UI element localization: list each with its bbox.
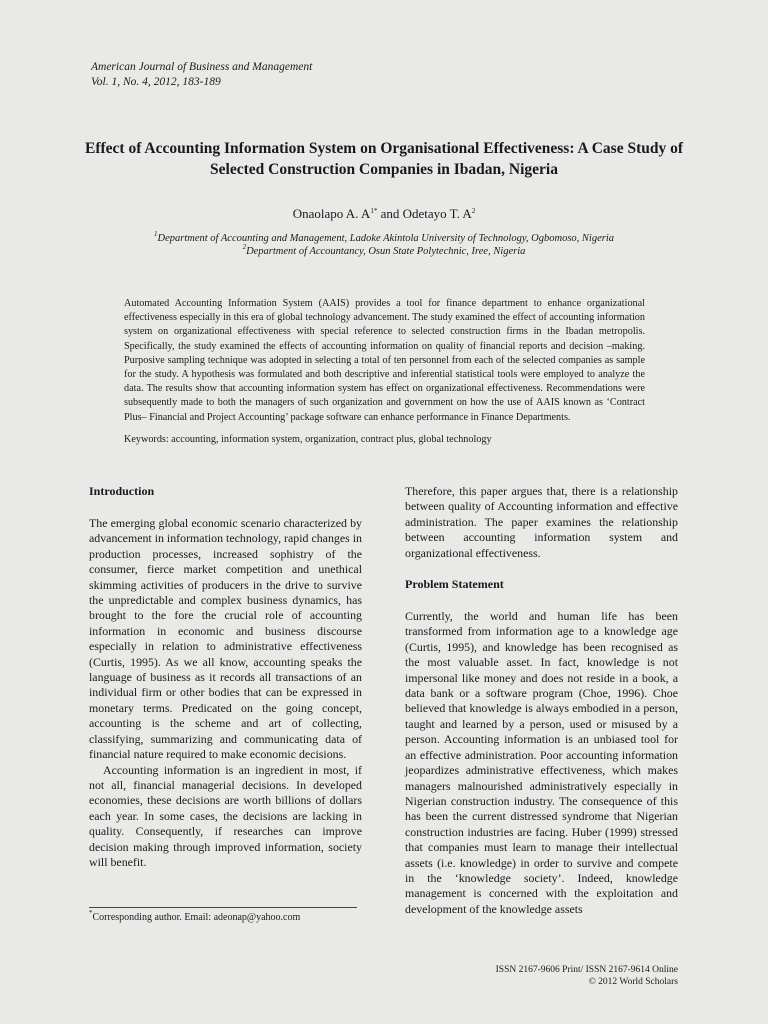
journal-name: American Journal of Business and Management <box>91 61 313 73</box>
issn-line: ISSN 2167-9606 Print/ ISSN 2167-9614 Online <box>495 965 678 975</box>
abstract: Automated Accounting Information System (AAIS) provides a tool for finance department to enhance organizational effectiveness especially in this era of global technology advancement. The study examined the effect of accounting information system on organizational effectiveness with special reference to selected construction firms in the Ibadan metropolis. Specifically, the study examined the effects of accounting information on quality of financial reports and decision –making. Purposive sampling technique was adopted in selecting a total of ten personnel from each of the selected companies as sample for the study. A hypothesis was formulated and both descriptive and inferential statistical tools were employed to analyze the data. The results show that accounting information system has effect on organizational effectiveness. Recommendations were subsequently made to both the managers of such organization and government on how the use of AAIS known as ‘Contract Plus– Financial and Project Accounting’ package software can enhance performance in Finance Departments. <box>124 298 645 423</box>
intro-paragraph-3: Therefore, this paper argues that, there is a relationship between quality of Accounting information and effective administration. The paper examines the relationship between accounting information system and organizational effectiveness. <box>405 484 678 560</box>
affiliation-1-marker: 1 <box>153 230 158 238</box>
author-1: Onaolapo A. A <box>292 206 371 221</box>
affiliation-1 <box>80 232 688 245</box>
intro-paragraph-1: The emerging global economic scenario characterized by advancement in information technology, rapid changes in production processes, increased sophistry of the consumer, fierce market competition and unethical skimming activities of producers in the drive to survive the unpredictable and complex business dynamics, has brought to the fore the crucial role of accounting information in economic and business discourse especially in relation to administrative effectiveness (Curtis, 1995). As we all know, accounting speaks the language of business as it records all transactions of an individual firm or other bodies that can be expressed in monetary terms. Predicated on the going concept, accounting is the scheme and art of collecting, classifying, summarizing and communicating data of financial nature required to make economic decisions. <box>89 516 362 762</box>
intro-paragraph-2: Accounting information is an ingredient in most, if not all, financial managerial decisions. In developed economies, these decisions are worth billions of dollars each year. In some cases, the decisions are lacking in quality. Consequently, if researches can improve decision making through improved information, society will benefit. <box>89 762 362 869</box>
corresponding-author-email: Corresponding author. Email: adeonap@yahoo.com <box>92 912 301 923</box>
affiliation-2-text: Department of Accountancy, Osun State Polytechnic, Iree, Nigeria <box>246 246 526 257</box>
right-column <box>405 484 678 917</box>
footnote-marker: * <box>89 909 93 917</box>
author-2-marker: 2 <box>471 207 476 215</box>
footnote-rule <box>89 907 357 908</box>
author-2: Odetayo T. A <box>402 206 472 221</box>
section-heading-introduction: Introduction <box>89 484 155 498</box>
affiliation-2 <box>80 245 688 258</box>
author-connector: and <box>377 206 403 221</box>
copyright-line: © 2012 World Scholars <box>588 977 678 987</box>
journal-header <box>91 60 312 90</box>
problem-paragraph-1: Currently, the world and human life has been transformed from information age to a knowledge age (Curtis, 1995), and knowledge has been recognised as the most valuable asset. In fact, knowledge is not impersonal like money and does not reside in a book, a data bank or a software program (Choe, 1996). Choe believed that knowledge is always embodied in a person, taught and learned by a person, used or misused by a person. Accounting information is an unbiased tool for an effective administration. Poor accounting information jeopardizes administrative effectiveness, which makes managers malnourished administratively especially in Nigerian construction industry. The consequence of this has been the current distressed syndrome that Nigerian construction industries are facing. Huber (1999) stressed that companies must learn to manage their intellectual assets (i.e. knowledge) in order to survive and compete in the ‘knowledge society’. Indeed, knowledge management is concerned with the exploitation and development of the knowledge assets <box>405 609 678 916</box>
footnote <box>89 911 362 924</box>
paper-title: Effect of Accounting Information System on Organisational Effectiveness: A Case Study of Selected Construction Companies in Ibadan, Nigeria <box>84 140 684 178</box>
author-1-marker: 1* <box>370 207 378 215</box>
issn-block <box>418 964 678 988</box>
keywords: Keywords: accounting, information system, organization, contract plus, global technology <box>124 434 492 445</box>
affiliation-2-marker: 2 <box>242 243 247 251</box>
author-line <box>80 206 688 222</box>
section-heading-problem-statement: Problem Statement <box>405 577 504 592</box>
section-spacer <box>405 561 678 577</box>
left-column <box>89 484 362 870</box>
affiliation-1-text: Department of Accounting and Management, Ladoke Akintola University of Technology, Ogbomoso, Nigeria <box>157 233 614 244</box>
journal-volume: Vol. 1, No. 4, 2012, 183-189 <box>91 76 221 88</box>
affiliations <box>80 232 688 258</box>
